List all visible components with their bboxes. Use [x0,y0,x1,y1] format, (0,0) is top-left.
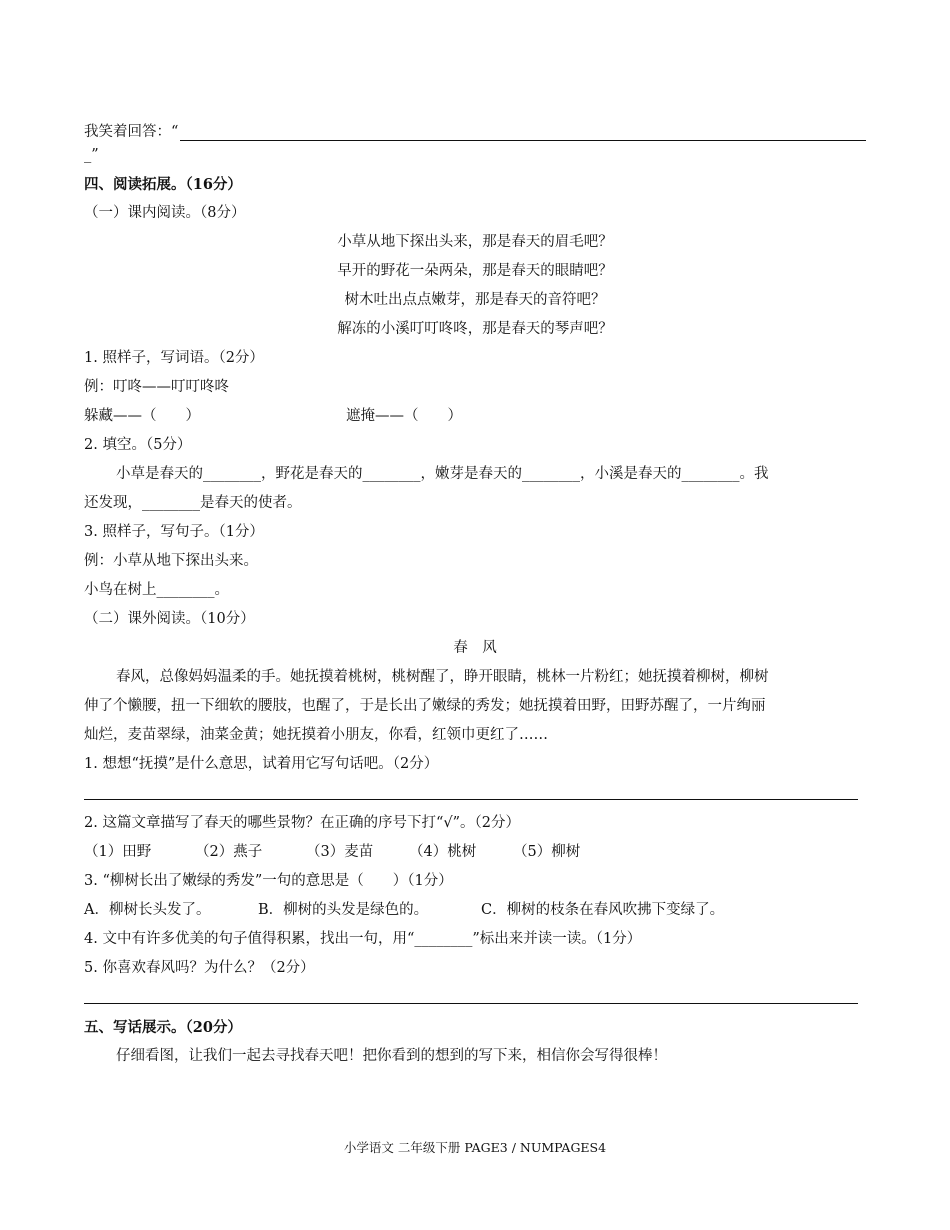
section5-title: 五、写话展示。（20分） [84,1019,242,1036]
p2-q3: 3. “柳树长出了嫩绿的秀发”一句的意思是（ ）（1分） [84,873,453,889]
p1-q2: 2. 填空。（5分） [84,437,192,453]
p1-q1-b[interactable]: 遮掩——（ ） [346,408,462,424]
p2-q1: 1. 想想“抚摸”是什么意思，试着用它写句话吧。（2分） [84,756,439,772]
article-title: 春 风 [453,640,497,656]
p2-q2-options [84,838,866,867]
option-item[interactable]: （1）田野 [84,844,152,860]
worksheet-page [84,112,866,1071]
page-footer: 小学语文 二年级下册 PAGE3 / NUMPAGES4 [343,1140,607,1155]
p1-q3-blank[interactable]: 小鸟在树上________。 [84,582,229,598]
option-item[interactable]: B．柳树的头发是绿色的。 [258,902,429,918]
p1-q3: 3. 照样子，写句子。（1分） [84,524,264,540]
p2-q1-answer-line[interactable] [84,779,858,800]
poem-line: 树木吐出点点嫩芽，那是春天的音符吧？ [344,292,606,308]
reply-answer-line [84,112,866,141]
p1-q2-text-2[interactable]: 还发现，________是春天的使者。 [84,495,302,511]
option-item[interactable]: C．柳树的枝条在春风吹拂下变绿了。 [481,902,725,918]
part2-title: （二）课外阅读。（10分） [84,611,255,627]
option-item[interactable]: （4）桃树 [409,844,477,860]
article-line: 春风，总像妈妈温柔的手。她抚摸着桃树，桃树醒了，睁开眼睛，桃林一片粉红；她抚摸着柳树，柳树 [116,669,769,685]
option-item[interactable]: A．柳树长头发了。 [84,902,211,918]
article-line: 伸了个懒腰，扭一下细软的腰肢，也醒了，于是长出了嫩绿的秀发；她抚摸着田野，田野苏醒了，一片绚丽 [84,698,766,714]
p2-q5-answer-line[interactable] [84,983,858,1004]
poem-line: 解冻的小溪叮叮咚咚，那是春天的琴声吧？ [337,321,613,337]
option-item[interactable]: （2）燕子 [195,844,263,860]
p2-q5: 5. 你喜欢春风吗？为什么？（2分） [84,960,315,976]
reply-blank[interactable] [180,120,866,141]
option-item[interactable]: （3）麦苗 [306,844,374,860]
p1-q2-text-1[interactable]: 小草是春天的________，野花是春天的________，嫩芽是春天的________，小溪是春天的________。我 [116,466,769,482]
option-item[interactable]: （5）柳树 [513,844,581,860]
p2-q2: 2. 这篇文章描写了春天的哪些景物？在正确的序号下打“√”。（2分） [84,815,520,831]
part1-title: （一）课内阅读。（8分） [84,205,246,221]
reply-prompt: 我笑着回答：“ [84,124,179,140]
section4-title: 四、阅读拓展。（16分） [84,176,242,193]
p1-q1: 1. 照样子，写词语。（2分） [84,350,264,366]
poem-line: 早开的野花一朵两朵，那是春天的眼睛吧？ [337,263,613,279]
p1-q1-example: 例：叮咚——叮叮咚咚 [84,379,229,395]
poem-line: 小草从地下探出头来，那是春天的眉毛吧？ [337,234,613,250]
p2-q3-options [84,896,866,925]
section5-prompt: 仔细看图，让我们一起去寻找春天吧！把你看到的想到的写下来，相信你会写得很棒！ [116,1048,667,1064]
p1-q1-items [84,402,866,431]
reply-close: _” [84,147,99,163]
p1-q1-a[interactable]: 躲藏——（ ） [84,408,200,424]
article-line: 灿烂，麦苗翠绿，油菜金黄；她抚摸着小朋友，你看，红领巾更红了…… [84,727,548,743]
p1-q3-example: 例：小草从地下探出头来。 [84,553,258,569]
p2-q4: 4. 文中有许多优美的句子值得积累，找出一句，用“________”标出来并读一读。（1分） [84,931,642,947]
